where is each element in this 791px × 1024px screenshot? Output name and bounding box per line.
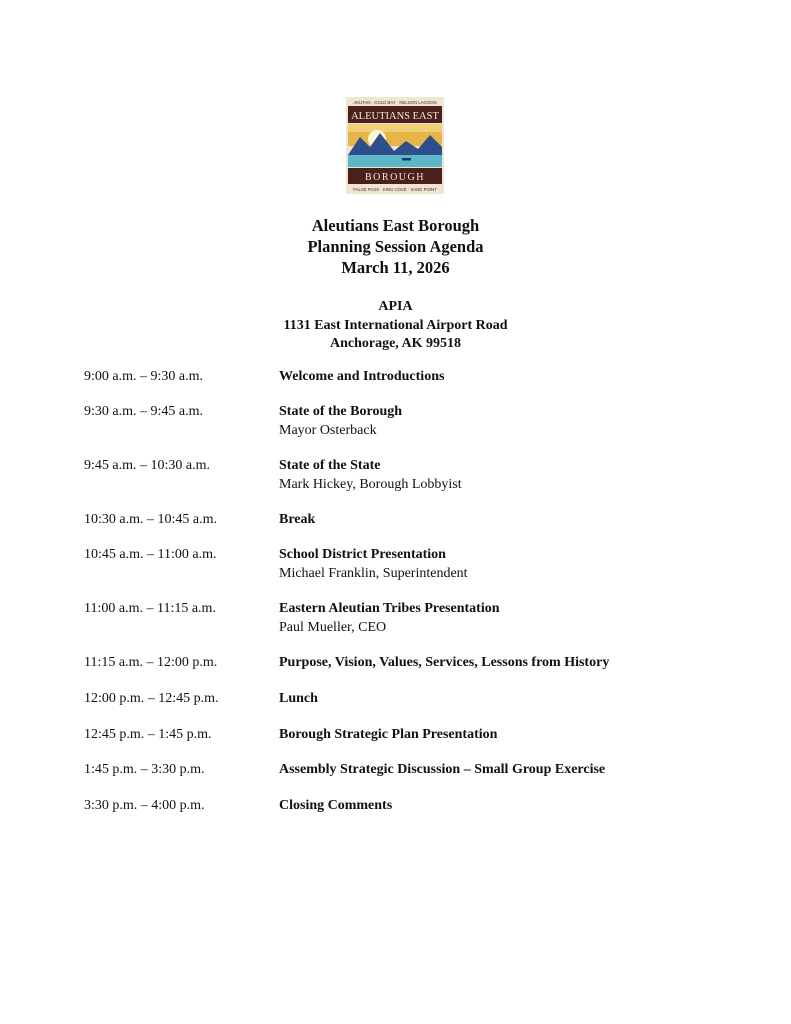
document-title (0, 215, 791, 278)
title-line-2: Planning Session Agenda (307, 237, 484, 256)
title-line-1: Aleutians East Borough (311, 216, 480, 235)
venue-name: APIA (378, 299, 413, 314)
agenda-time: 12:45 p.m. – 1:45 p.m. (84, 727, 212, 742)
logo-bottom-text: FALSE PASS · KING COVE · SAND POINT (353, 187, 437, 192)
borough-logo (346, 97, 444, 194)
boat-icon (402, 158, 411, 161)
agenda-title: Purpose, Vision, Values, Services, Lessons from History (279, 655, 610, 670)
agenda-title: Assembly Strategic Discussion – Small Group Exercise (279, 762, 606, 777)
agenda-time: 3:30 p.m. – 4:00 p.m. (84, 798, 205, 813)
agenda-title: Break (279, 512, 316, 527)
logo-banner-bottom-text: BOROUGH (365, 172, 425, 183)
venue-address (0, 298, 791, 354)
meeting-date: March 11, 2026 (341, 258, 450, 277)
logo-water (348, 155, 442, 167)
agenda-presenter: Michael Franklin, Superintendent (279, 565, 468, 581)
logo-graphic (346, 97, 444, 194)
agenda-time: 10:45 a.m. – 11:00 a.m. (84, 547, 217, 562)
venue-street: 1131 East International Airport Road (283, 317, 508, 333)
agenda-time: 11:00 a.m. – 11:15 a.m. (84, 601, 216, 616)
agenda-presenter: Mark Hickey, Borough Lobbyist (279, 476, 462, 492)
agenda-title: State of the State (279, 458, 381, 473)
agenda-presenter: Paul Mueller, CEO (279, 619, 387, 635)
agenda-time: 10:30 a.m. – 10:45 a.m. (84, 512, 217, 527)
agenda-title: School District Presentation (279, 547, 446, 562)
agenda-time: 9:00 a.m. – 9:30 a.m. (84, 369, 203, 384)
agenda-time: 9:45 a.m. – 10:30 a.m. (84, 458, 210, 473)
agenda-title: Closing Comments (279, 798, 393, 813)
agenda-time: 11:15 a.m. – 12:00 p.m. (84, 655, 218, 670)
agenda-presenter: Mayor Osterback (279, 422, 377, 438)
agenda-title: Eastern Aleutian Tribes Presentation (279, 601, 500, 616)
venue-city: Anchorage, AK 99518 (329, 336, 462, 351)
agenda-time: 1:45 p.m. – 3:30 p.m. (84, 762, 205, 777)
agenda-title: Lunch (279, 691, 318, 706)
agenda-time: 12:00 p.m. – 12:45 p.m. (84, 691, 219, 706)
logo-banner-top-text: ALEUTIANS EAST (351, 111, 439, 122)
agenda-title: State of the Borough (279, 404, 403, 419)
agenda-title: Borough Strategic Plan Presentation (279, 727, 498, 742)
logo-top-text: AKUTAN · COLD BAY · NELSON LAGOON (353, 100, 437, 105)
agenda-title: Welcome and Introductions (279, 369, 445, 384)
agenda-time: 9:30 a.m. – 9:45 a.m. (84, 404, 203, 419)
